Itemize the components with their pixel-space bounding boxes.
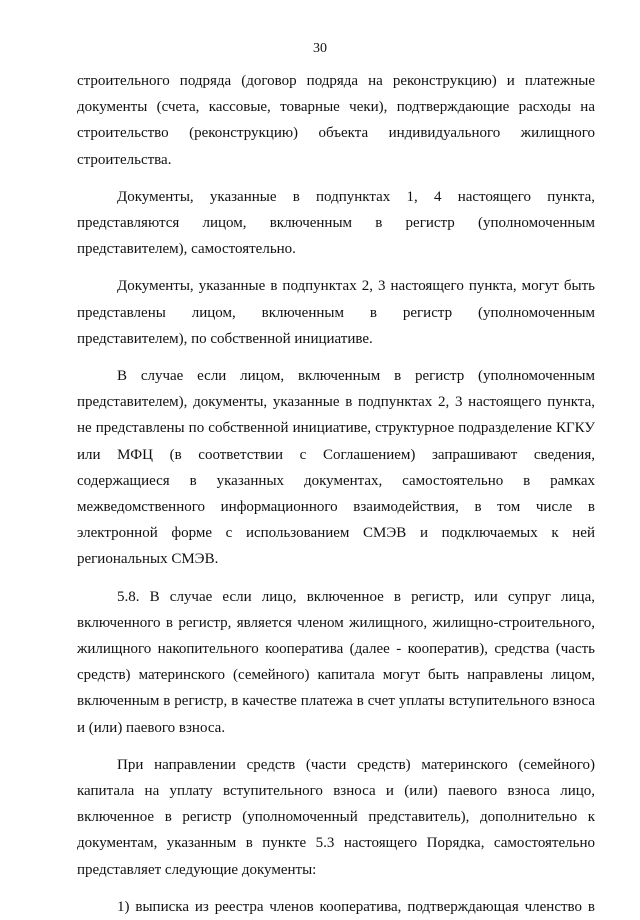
paragraph-documents-self: Документы, указанные в подпунктах 1, 4 настоящего пункта, представляются лицом, включенным в регистр (уполномоченным представителем), самостоятельно. xyxy=(77,188,595,258)
paragraph-continuation: строительного подряда (договор подряда на реконструкцию) и платежные документы (счета, кассовые, товарные чеки), подтверждающие расходы на строительство (реконструкцию) объекта индивидуального жилищного строительства. xyxy=(77,73,595,168)
paragraph-documents-initiative: Документы, указанные в подпунктах 2, 3 настоящего пункта, могут быть представлены лицом, включенным в регистр (уполномоченным представителем), по собственной инициативе. xyxy=(77,278,595,347)
paragraph-additional-documents: При направлении средств (части средств) материнского (семейного) капитала на уплату вступительного взноса и (или) паевого взноса лицо, включенное в регистр (уполномоченный представитель), дополнительно к документам, указанным в пункте 5.3 настоящего Порядка, самостоятельно представляет следующие документы: xyxy=(77,756,595,878)
page-number: 30 xyxy=(313,41,327,56)
paragraph-interagency-request: В случае если лицом, включенным в регистр (уполномоченным представителем), документы, указанные в подпунктах 2, 3 настоящего пункта, не представлены по собственной инициативе, структурное подразделение КГКУ или МФЦ (в соответствии с Соглашением) запрашивают сведения, содержащиеся в указанных документах, самостоятельно в рамках межведомственного информационного взаимодействия, в том числе в электронной форме с использованием СМЭВ и подключаемых к ней региональных СМЭВ. xyxy=(77,368,595,568)
paragraph-list-item-1: 1) выписка из реестра членов кооператива, подтверждающая членство в xyxy=(117,898,595,915)
document-body xyxy=(77,68,595,920)
paragraph-clause-5-8: 5.8. В случае если лицо, включенное в регистр, или супруг лица, включенного в регистр, является членом жилищного, жилищно-строительного, жилищного накопительного кооператива (далее - кооператив), средства (часть средств) материнского (семейного) капитала могут быть направлены лицом, включенным в регистр, в качестве платежа в счет уплаты вступительного взноса и (или) паевого взноса. xyxy=(77,588,595,736)
